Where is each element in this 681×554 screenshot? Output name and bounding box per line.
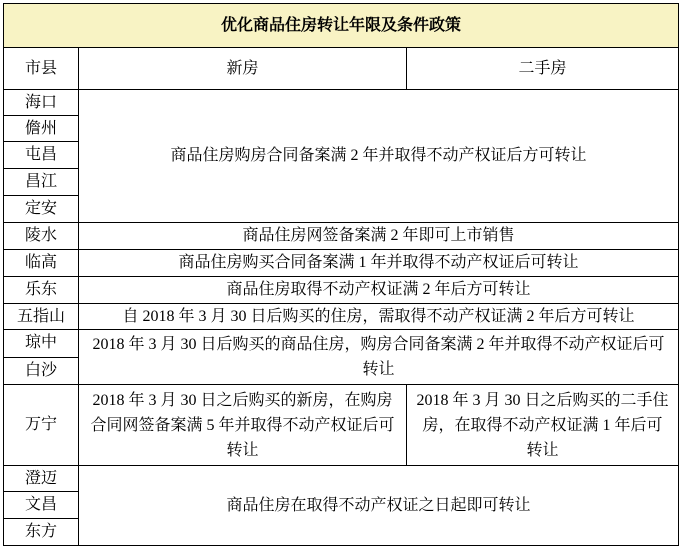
city-cell: 万宁 <box>4 385 79 466</box>
policy-cell: 商品住房取得不动产权证满 2 年后方可转让 <box>79 277 679 304</box>
city-cell: 东方 <box>4 519 79 546</box>
table-title: 优化商品住房转让年限及条件政策 <box>4 4 679 48</box>
city-cell: 临高 <box>4 250 79 277</box>
city-cell: 乐东 <box>4 277 79 304</box>
new-house-policy-cell: 2018 年 3 月 30 日之后购买的新房，在购房合同网签备案满 5 年并取得不动产权证后可转让 <box>79 385 407 466</box>
city-cell: 澄迈 <box>4 466 79 492</box>
header-city: 市县 <box>4 48 79 90</box>
policy-cell: 商品住房购房合同备案满 2 年并取得不动产权证后方可转让 <box>79 90 679 223</box>
policy-cell: 自 2018 年 3 月 30 日后购买的住房，需取得不动产权证满 2 年后方可转让 <box>79 304 679 330</box>
city-cell: 屯昌 <box>4 142 79 169</box>
policy-cell: 商品住房在取得不动产权证之日起即可转让 <box>79 466 679 546</box>
city-cell: 文昌 <box>4 492 79 519</box>
city-cell: 儋州 <box>4 116 79 142</box>
city-cell: 海口 <box>4 90 79 116</box>
city-cell: 昌江 <box>4 169 79 196</box>
header-second-hand: 二手房 <box>407 48 679 90</box>
city-cell: 白沙 <box>4 357 79 385</box>
policy-cell: 商品住房购买合同备案满 1 年并取得不动产权证后可转让 <box>79 250 679 277</box>
policy-cell: 2018 年 3 月 30 日后购买的商品住房，购房合同备案满 2 年并取得不动产权证后可转让 <box>79 330 679 385</box>
policy-cell: 商品住房网签备案满 2 年即可上市销售 <box>79 223 679 250</box>
city-cell: 陵水 <box>4 223 79 250</box>
header-new-house: 新房 <box>79 48 407 90</box>
policy-table <box>3 3 679 546</box>
city-cell: 琼中 <box>4 330 79 358</box>
policy-table-container <box>3 3 679 546</box>
city-cell: 定安 <box>4 196 79 223</box>
second-hand-policy-cell: 2018 年 3 月 30 日之后购买的二手住房，在取得不动产权证满 1 年后可转让 <box>407 385 679 466</box>
city-cell: 五指山 <box>4 304 79 330</box>
